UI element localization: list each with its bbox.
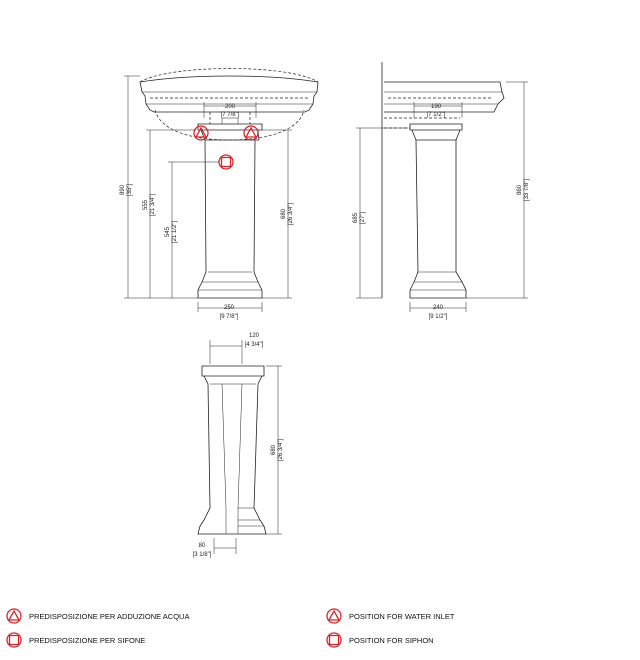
siphon-marker (219, 155, 233, 169)
front-inlet-height-in: [21 3/4"] (150, 193, 156, 217)
pedestal-height-in: [26 3/4"] (278, 438, 284, 462)
side-total-height-in: [33 7/8"] (524, 178, 530, 202)
pedestal-bottom-width-in: [3 1/8"] (192, 552, 212, 558)
legend-it-water-inlet-label: PREDISPOSIZIONE PER ADDUZIONE ACQUA (29, 612, 190, 621)
legend-item-en-siphon (327, 633, 434, 647)
pedestal-bottom-width: 80 (198, 543, 206, 549)
pedestal-body (198, 366, 266, 534)
front-column-height-in: [26 3/4"] (288, 202, 294, 226)
front-inlet-height: 555 (143, 199, 149, 211)
water-inlet-marker (194, 126, 258, 140)
side-column-height-in: [27"] (360, 211, 366, 225)
front-total-height-in: [35"] (127, 183, 133, 197)
front-base-width: 250 (223, 305, 235, 311)
legend-item-it-water-inlet (7, 609, 189, 623)
legend-item-it-siphon (7, 633, 145, 647)
legend-en-water-inlet-label: POSITION FOR WATER INLET (349, 612, 455, 621)
side-total-height: 860 (517, 184, 523, 196)
side-base-width: 240 (432, 305, 444, 311)
legend-en-siphon-label: POSITION FOR SIPHON (349, 636, 434, 645)
triangle-in-circle-icon (327, 609, 341, 623)
side-view (353, 62, 530, 320)
side-pedestal (410, 124, 466, 298)
front-top-width-in: [7 7/8"] (220, 112, 240, 118)
front-top-width: 200 (224, 104, 236, 110)
pedestal-height: 680 (271, 444, 277, 456)
pedestal-top-width: 120 (248, 333, 260, 339)
pedestal-view (193, 333, 284, 558)
legend-it-siphon-label: PREDISPOSIZIONE PER SIFONE (29, 636, 146, 645)
side-top-width: 190 (430, 104, 442, 110)
legend (7, 609, 455, 647)
side-basin (382, 62, 504, 298)
legend-item-en-water-inlet (327, 609, 455, 623)
square-in-circle-icon (7, 633, 21, 647)
front-column-height: 680 (281, 208, 287, 220)
triangle-in-circle-icon (7, 609, 21, 623)
front-base-width-in: [9 7/8"] (219, 314, 239, 320)
pedestal-top-width-in: [4 3/4"] (244, 342, 264, 348)
front-siphon-height-in: [21 1/2"] (172, 220, 178, 244)
side-base-width-in: [9 1/2"] (428, 314, 448, 320)
side-top-width-in: [7 1/2"] (426, 112, 446, 118)
front-view (120, 69, 318, 321)
front-siphon-height: 545 (165, 226, 171, 238)
front-total-height: 890 (120, 184, 126, 196)
square-in-circle-icon (327, 633, 341, 647)
side-column-height: 685 (353, 212, 359, 224)
